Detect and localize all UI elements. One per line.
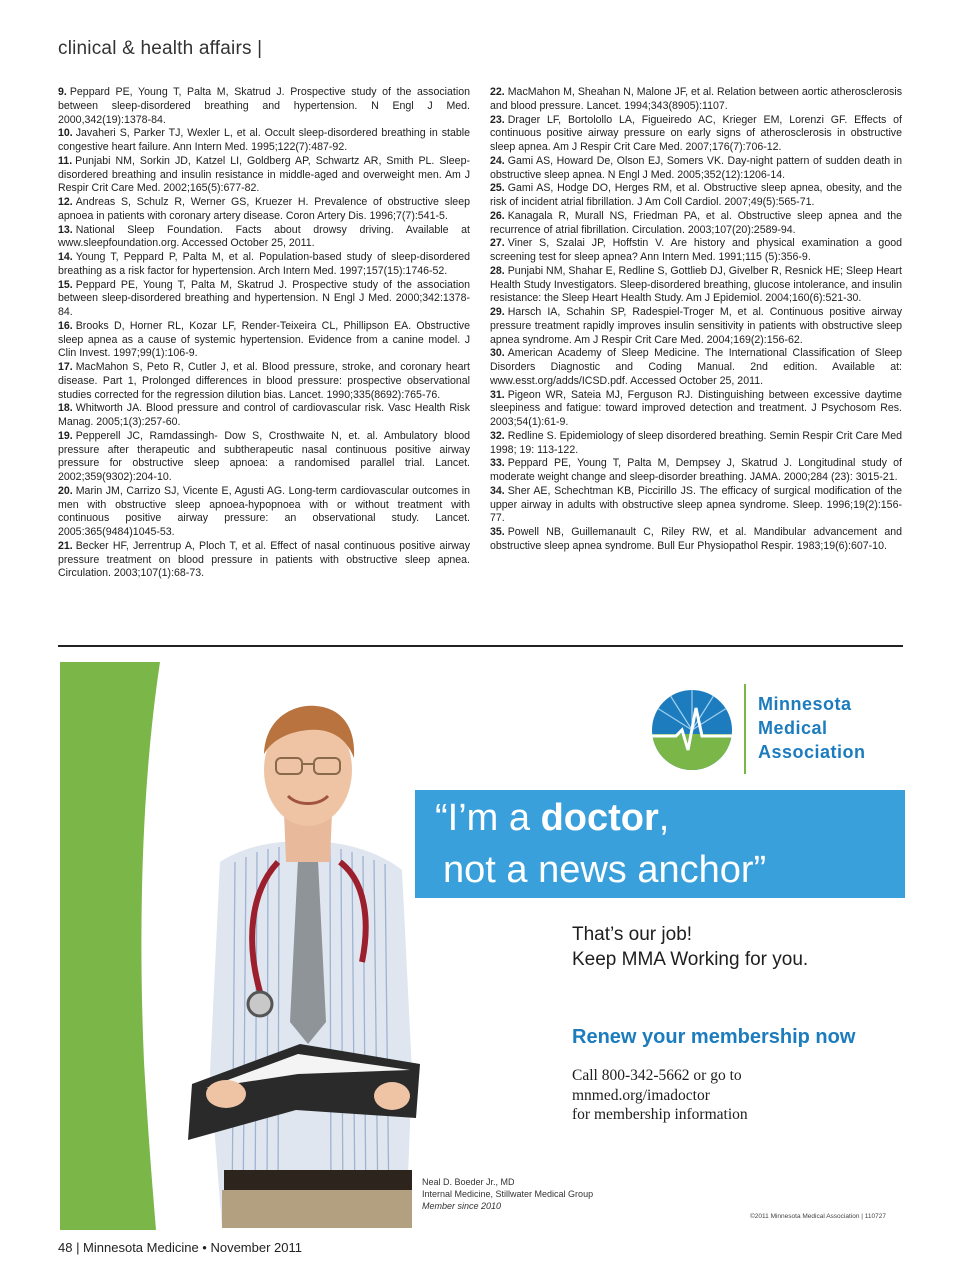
reference-text: American Academy of Sleep Medicine. The International Classification of Sleep Disorders Diagnostic and Coding Manual. 2nd edition. Available at: www.esst.org/adds/ICSD.pdf. Accessed October 25, 2011. — [490, 347, 902, 387]
reference-entry — [490, 114, 902, 155]
reference-text: Gami AS, Hodge DO, Herges RM, et al. Obstructive sleep apnea, obesity, and the risk of incident atrial fibrillation. J Am Coll Cardiol. 2007;49(5):565-71. — [490, 182, 902, 208]
reference-text: Peppard PE, Young T, Palta M, Skatrud J. Prospective study of the association between sleep-disordered breathing and hypertension. N Engl J Med. 2000;342:1378-84. — [58, 278, 470, 318]
reference-number: 20. — [58, 484, 73, 497]
reference-entry — [490, 526, 902, 554]
contact-info — [572, 1066, 748, 1125]
ad-tagline — [572, 922, 808, 972]
section-divider — [58, 645, 903, 647]
reference-entry — [490, 86, 902, 114]
headline-line-2: not a news anchor” — [443, 849, 767, 891]
reference-number: 11. — [58, 154, 73, 167]
reference-entry — [490, 389, 902, 430]
reference-text: Gami AS, Howard De, Olson EJ, Somers VK. Day-night pattern of sudden death in obstructive sleep apnea. N Engl J Med. 2005;352(12):1206-14. — [490, 154, 902, 181]
reference-number: 9. — [58, 86, 67, 98]
reference-number: 30. — [490, 347, 505, 360]
reference-number: 31. — [490, 388, 505, 401]
reference-number: 32. — [490, 429, 505, 442]
contact-url: mnmed.org/imadoctor — [572, 1086, 710, 1104]
ad-headline — [435, 792, 766, 896]
reference-entry — [490, 485, 902, 526]
credit-role: Internal Medicine, Stillwater Medical Group — [422, 1189, 594, 1199]
mma-logo-icon — [648, 686, 736, 774]
reference-text: Pepperell JC, Ramdassingh- Dow S, Crosthwaite N, et. al. Ambulatory blood pressure after therapeutic and subtherapeutic nasal continuous positive airway pressure for obstructive sleep apnoea: a randomised parallel trial. Lancet. 2002;359(9302):204-10. — [58, 429, 470, 483]
reference-text: Becker HF, Jerrentrup A, Ploch T, et al. Effect of nasal continuous positive airway pressure treatment on blood pressure in patients with obstructive sleep apnea. Circulation. 2003;107(1):68-73. — [58, 539, 470, 580]
reference-entry — [58, 430, 470, 485]
reference-text: Marin JM, Carrizo SJ, Vicente E, Agusti AG. Long-term cardiovascular outcomes in men with obstructive sleep apnoea-hypopnoea with or without treatment with continuous positive airway pressure: an observational study. Lancet. 2005:365(9484)1045-53. — [58, 484, 470, 538]
renew-cta: Renew your membership now — [572, 1026, 856, 1048]
reference-number: 12. — [58, 196, 73, 208]
reference-number: 33. — [490, 457, 505, 470]
reference-text: Punjabi NM, Shahar E, Redline S, Gottlieb DJ, Givelber R, Resnick HE; Sleep Heart Health Study Investigators. Sleep-disordered breathing, glucose intolerance, and insulin resistance: the Sleep Heart Health Study. Am J Epidemiol. 2004;160(6):521-30. — [490, 264, 902, 305]
reference-text: National Sleep Foundation. Facts about drowsy driving. Available at www.sleepfoundation.org. Accessed October 25, 2011. — [58, 223, 470, 250]
reference-entry — [490, 210, 902, 238]
reference-number: 21. — [58, 539, 73, 552]
reference-number: 28. — [490, 264, 505, 277]
copyright-notice: ©2011 Minnesota Medical Association | 110727 — [750, 1213, 886, 1220]
reference-entry — [58, 86, 470, 127]
reference-number: 13. — [58, 223, 73, 236]
reference-entry — [490, 237, 902, 265]
reference-number: 16. — [58, 319, 73, 332]
reference-text: Punjabi NM, Sorkin JD, Katzel LI, Goldberg AP, Schwartz AR, Smith PL. Sleep-disordered breathing and insulin resistance in middle-aged and overweight men. Am J Respir Crit Care Med. 2002;165(5):677-82. — [58, 154, 470, 195]
reference-number: 26. — [490, 209, 505, 222]
tagline-line-2: Keep MMA Working for you. — [572, 949, 809, 970]
reference-text: Andreas S, Schulz R, Werner GS, Kruezer H. Prevalence of obstructive sleep apnoea in patients with coronary artery disease. Coron Artery Dis. 1996;7(7):541-5. — [58, 196, 470, 222]
reference-entry — [490, 347, 902, 388]
contact-phone: Call 800-342-5662 or go to — [572, 1067, 742, 1084]
reference-number: 22. — [490, 86, 505, 98]
page-footer: 48 | Minnesota Medicine • November 2011 — [58, 1240, 302, 1255]
reference-number: 23. — [490, 113, 505, 126]
reference-entry — [58, 485, 470, 540]
reference-entry — [58, 402, 470, 430]
reference-text: Harsch IA, Schahin SP, Radespiel-Troger M, et al. Continuous positive airway pressure treatment rapidly improves insulin sensitivity in patients with obstructive sleep apnea syndrome. Am J Respir Crit Care Med. 2004;169(2):156-62. — [490, 306, 902, 346]
tagline-line-1: That’s our job! — [572, 924, 693, 945]
reference-text: Whitworth JA. Blood pressure and control of cardiovascular risk. Vasc Health Risk Manag. 2005;1(3):257-60. — [58, 402, 470, 428]
reference-text: Drager LF, Bortolollo LA, Figueiredo AC, Krieger EM, Lorenzi GF. Effects of continuous positive airway pressure on early signs of atherosclerosis in obstructive sleep apnea. Am J Respir Crit Care Med. 2007;176(7):706-12. — [490, 113, 902, 153]
reference-entry — [58, 540, 470, 581]
reference-number: 19. — [58, 429, 73, 442]
reference-text: Pigeon WR, Sateia MJ, Ferguson RJ. Distinguishing between excessive daytime sleepiness and fatigue: toward improved detection and treatment. J Psychosom Res. 2003;54(1):61-9. — [490, 388, 902, 428]
reference-number: 18. — [58, 402, 73, 415]
references-column-right — [490, 86, 902, 554]
reference-text: Brooks D, Horner RL, Kozar LF, Render-Teixeira CL, Phillipson EA. Obstructive sleep apnea as a cause of systemic hypertension. Evidence from a canine model. J Clin Invest. 1997;99(1):106-9. — [58, 319, 470, 360]
credit-since: Member since 2010 — [422, 1201, 502, 1211]
reference-text: Powell NB, Guillemanault C, Riley RW, et al. Mandibular advancement and obstructive sleep apnea syndrome. Bull Eur Physiopathol Respir. 1983;19(6):607-10. — [490, 526, 902, 552]
logo-wordmark — [758, 692, 866, 764]
reference-entry — [58, 155, 470, 196]
reference-text: Javaheri S, Parker TJ, Wexler L, et al. Occult sleep-disordered breathing in stable congestive heart failure. Ann Intern Med. 1995;122(7):487-92. — [58, 127, 470, 153]
reference-entry — [490, 430, 902, 458]
reference-number: 14. — [58, 251, 73, 263]
reference-number: 24. — [490, 154, 505, 167]
logo-separator — [744, 684, 746, 774]
reference-entry — [490, 306, 902, 347]
reference-text: MacMahon S, Peto R, Cutler J, et al. Blood pressure, stroke, and coronary heart disease. Part 1, Prolonged differences in blood pressure: prospective observational studies corrected for the regression dilution bias. Lancet. 1990;335(8692):765-76. — [58, 361, 470, 401]
reference-entry — [58, 279, 470, 320]
credit-name: Neal D. Boeder Jr., MD — [422, 1177, 515, 1187]
reference-entry — [58, 196, 470, 224]
reference-number: 29. — [490, 306, 505, 318]
reference-entry — [58, 251, 470, 279]
section-header: clinical & health affairs | — [58, 38, 263, 59]
reference-number: 27. — [490, 237, 505, 250]
reference-text: Redline S. Epidemiology of sleep disordered breathing. Semin Respir Crit Care Med 1998; 19: 113-122. — [490, 429, 902, 456]
headline-pre: “I’m a — [435, 797, 541, 839]
reference-number: 25. — [490, 182, 505, 195]
photo-credit — [422, 1176, 593, 1212]
reference-number: 35. — [490, 526, 505, 538]
reference-text: Young T, Peppard P, Palta M, et al. Population-based study of sleep-disordered breathing as a risk factor for hypertension. Arch Intern Med. 1997;157(15):1746-52. — [58, 251, 470, 277]
reference-entry — [58, 224, 470, 252]
headline-bold-word: doctor — [540, 797, 659, 839]
reference-text: Peppard PE, Young T, Palta M, Skatrud J. Prospective study of the association between sleep-disordered breathing and hypertension. N Engl J Med. 2000,342(19):1378-84. — [58, 86, 470, 126]
reference-text: Peppard PE, Young T, Palta M, Dempsey J, Skatrud J. Longitudinal study of moderate weight change and sleep-disorder breathing. JAMA. 2000;284 (23): 3015-21. — [490, 457, 902, 483]
logo-line-2: Medical — [758, 718, 828, 738]
reference-text: Sher AE, Schechtman KB, Piccirillo JS. The efficacy of surgical modification of the upper airway in adults with obstructive sleep apnea syndrome. Sleep. 1996;19(2):156-77. — [490, 484, 902, 525]
headline-line-1 — [435, 792, 766, 844]
reference-number: 17. — [58, 361, 73, 373]
reference-entry — [490, 182, 902, 210]
references-column-left — [58, 86, 470, 581]
reference-number: 15. — [58, 278, 73, 291]
logo-line-1: Minnesota — [758, 694, 852, 714]
contact-note: for membership information — [572, 1106, 748, 1123]
reference-entry — [490, 457, 902, 485]
headline-comma: , — [658, 797, 670, 839]
reference-number: 10. — [58, 127, 73, 140]
green-accent-bar — [60, 662, 170, 1230]
reference-entry — [58, 127, 470, 155]
reference-number: 34. — [490, 484, 505, 497]
reference-entry — [490, 155, 902, 183]
logo-line-3: Association — [758, 742, 866, 762]
reference-text: MacMahon M, Sheahan N, Malone JF, et al. Relation between aortic atherosclerosis and blood pressure. Lancet. 1994;343(8905):1107. — [490, 86, 902, 112]
reference-entry — [58, 320, 470, 361]
doctor-photo — [180, 692, 420, 1228]
reference-text: Kanagala R, Murall NS, Friedman PA, et al. Obstructive sleep apnea and the recurrence of atrial fibrillation. Circulation. 2003;107(20):2589-94. — [490, 209, 902, 236]
reference-text: Viner S, Szalai JP, Hoffstin V. Are history and physical examination a good screening test for sleep apnea? Ann Intern Med. 1991;115 (5):356-9. — [490, 237, 902, 263]
mma-advertisement — [60, 662, 905, 1230]
reference-entry — [490, 265, 902, 306]
reference-entry — [58, 361, 470, 402]
